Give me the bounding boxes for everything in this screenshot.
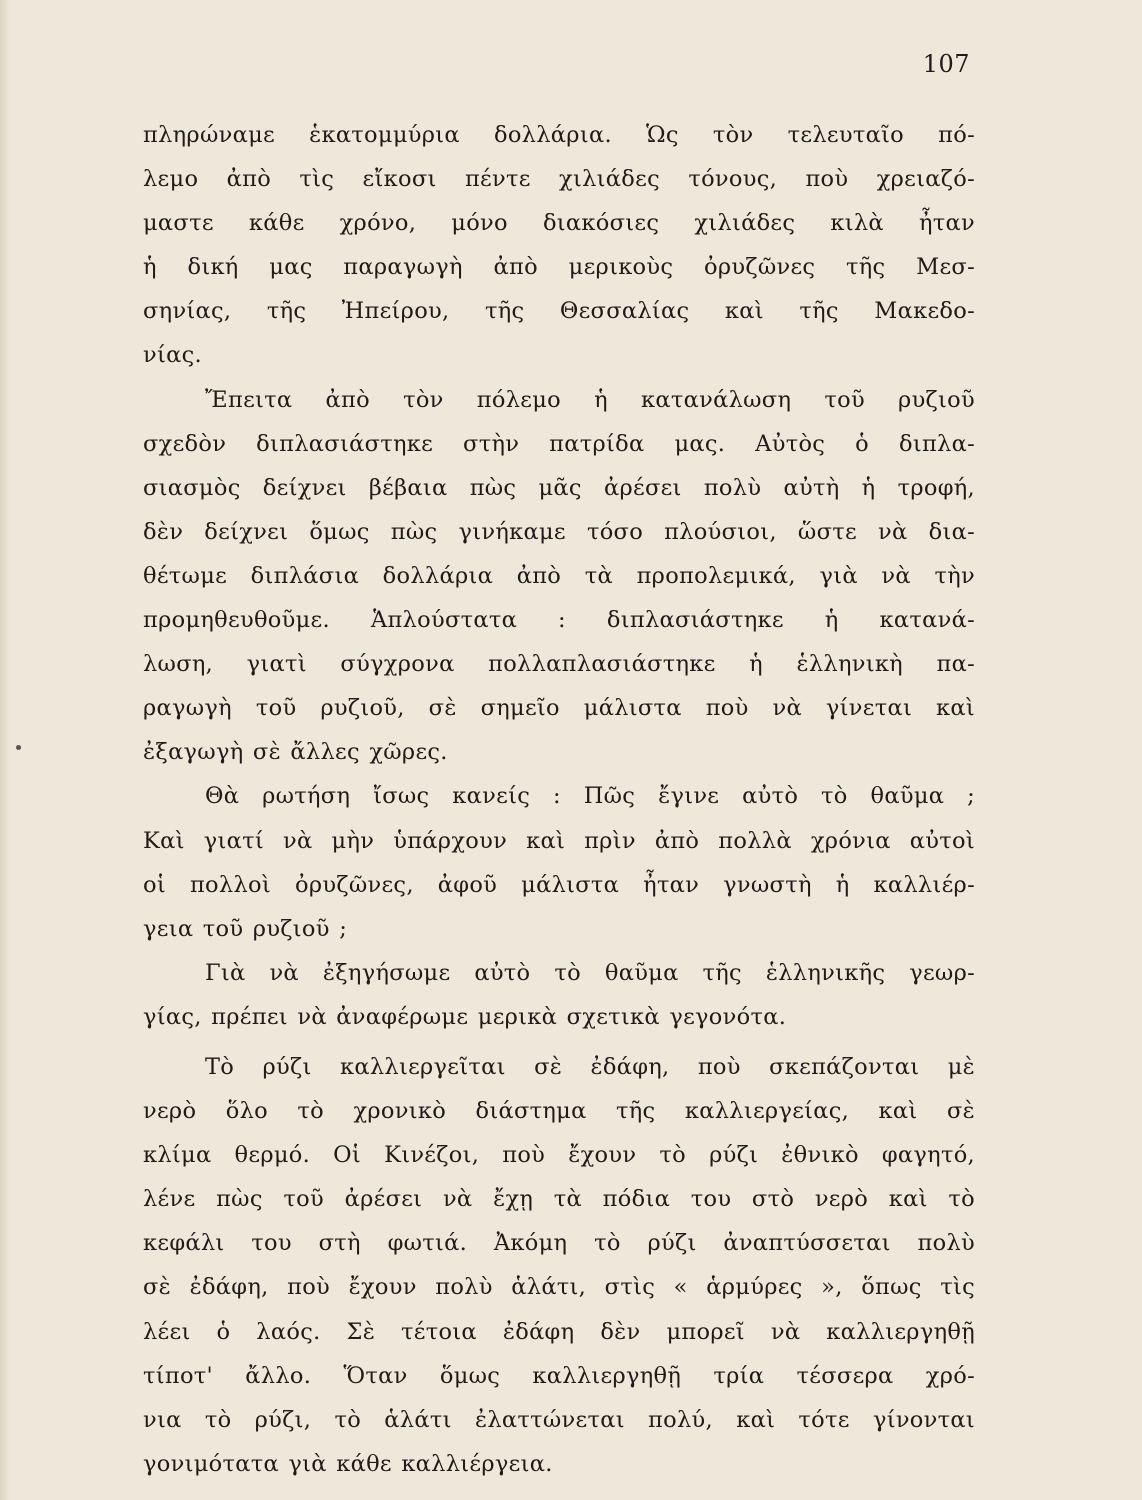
text-line: σιασμὸς δείχνει βέβαια πὼς μᾶς ἀρέσει πολὺ αὐτὴ ἡ τροφή,	[143, 474, 975, 501]
text-line: μαστε κάθε χρόνο, μόνο διακόσιες χιλιάδες κιλὰ ἦταν	[143, 210, 975, 237]
paragraph-5	[143, 1045, 975, 1486]
paragraph-3	[143, 774, 975, 950]
text-line: Γιὰ νὰ ἐξηγήσωμε αὐτὸ τὸ θαῦμα τῆς ἑλληνικῆς γεωρ-	[205, 959, 975, 986]
text-line: ραγωγὴ τοῦ ρυζιοῦ, σὲ σημεῖο μάλιστα ποὺ νὰ γίνεται καὶ	[143, 695, 975, 722]
text-line: λένε πὼς τοῦ ἀρέσει νὰ ἔχῃ τὰ πόδια του στὸ νερὸ καὶ τὸ	[143, 1186, 975, 1213]
text-line: θέτωμε διπλάσια δολλάρια ἀπὸ τὰ προπολεμικά, γιὰ νὰ τὴν	[143, 562, 975, 589]
margin-ink-dot	[16, 745, 21, 750]
text-line: σχεδὸν διπλασιάστηκε στὴν πατρίδα μας. Αὐτὸς ὁ διπλα-	[143, 430, 975, 457]
text-line: σὲ ἐδάφη, ποὺ ἔχουν πολὺ ἁλάτι, στὶς « ἁρμύρες », ὅπως τὶς	[143, 1274, 975, 1301]
text-line: δὲν δείχνει ὅμως πὼς γινήκαμε τόσο πλούσιοι, ὥστε νὰ δια-	[143, 518, 975, 545]
text-line: λέει ὁ λαός. Σὲ τέτοια ἐδάφη δὲν μπορεῖ νὰ καλλιεργηθῇ	[143, 1318, 975, 1345]
text-line: σηνίας, τῆς Ἠπείρου, τῆς Θεσσαλίας καὶ τῆς Μακεδο-	[143, 298, 975, 325]
text-line: νίας.	[143, 342, 202, 369]
text-line: οἱ πολλοὶ ὀρυζῶνες, ἀφοῦ μάλιστα ἦταν γνωστὴ ἡ καλλιέρ-	[143, 871, 975, 898]
text-line: κλίμα θερμό. Οἱ Κινέζοι, ποὺ ἔχουν τὸ ρύζι ἐθνικὸ φαγητό,	[143, 1142, 975, 1169]
paragraph-1	[143, 113, 975, 378]
text-line: λωση, γιατὶ σύγχρονα πολλαπλασιάστηκε ἡ ἑλληνικὴ πα-	[143, 651, 975, 678]
text-line: κεφάλι του στὴ φωτιά. Ἀκόμη τὸ ρύζι ἀναπτύσσεται πολὺ	[143, 1230, 975, 1257]
paragraph-2	[143, 378, 975, 775]
text-line: γίας, πρέπει νὰ ἀναφέρωμε μερικὰ σχετικὰ γεγονότα.	[143, 1003, 787, 1030]
text-line: Ἔπειτα ἀπὸ τὸν πόλεμο ἡ κατανάλωση τοῦ ρυζιοῦ	[205, 386, 975, 413]
page-number: 107	[922, 50, 970, 78]
text-line: Θὰ ρωτήση ἴσως κανείς : Πῶς ἔγινε αὐτὸ τὸ θαῦμα ;	[205, 783, 975, 810]
text-line: προμηθευθοῦμε. Ἁπλούστατα : διπλασιάστηκε ἡ κατανά-	[143, 607, 975, 634]
text-line: ἐξαγωγὴ σὲ ἄλλες χῶρες.	[143, 739, 448, 766]
text-line: νια τὸ ρύζι, τὸ ἁλάτι ἐλαττώνεται πολύ, καὶ τότε γίνονται	[143, 1406, 975, 1433]
text-line: πληρώναμε ἑκατομμύρια δολλάρια. Ὡς τὸν τελευταῖο πό-	[143, 122, 975, 148]
page-gutter-shadow	[0, 0, 10, 1500]
paragraph-4	[143, 951, 975, 1039]
text-line: γεια τοῦ ρυζιοῦ ;	[143, 915, 348, 942]
text-line: νερὸ ὅλο τὸ χρονικὸ διάστημα τῆς καλλιεργείας, καὶ σὲ	[143, 1098, 975, 1125]
text-line: λεμο ἀπὸ τὶς εἴκοσι πέντε χιλιάδες τόνους, ποὺ χρειαζό-	[143, 166, 975, 193]
body-text	[143, 113, 975, 1486]
text-line: Τὸ ρύζι καλλιεργεῖται σὲ ἐδάφη, ποὺ σκεπάζονται μὲ	[205, 1053, 975, 1080]
text-line: γονιμότατα γιὰ κάθε καλλιέργεια.	[143, 1450, 553, 1477]
text-line: Καὶ γιατί νὰ μὴν ὑπάρχουν καὶ πρὶν ἀπὸ πολλὰ χρόνια αὐτοὶ	[143, 827, 975, 854]
text-line: τίποτ' ἄλλο. Ὅταν ὅμως καλλιεργηθῇ τρία τέσσερα χρό-	[143, 1362, 975, 1389]
text-line: ἡ δική μας παραγωγὴ ἀπὸ μερικοὺς ὀρυζῶνες τῆς Μεσ-	[143, 254, 975, 281]
